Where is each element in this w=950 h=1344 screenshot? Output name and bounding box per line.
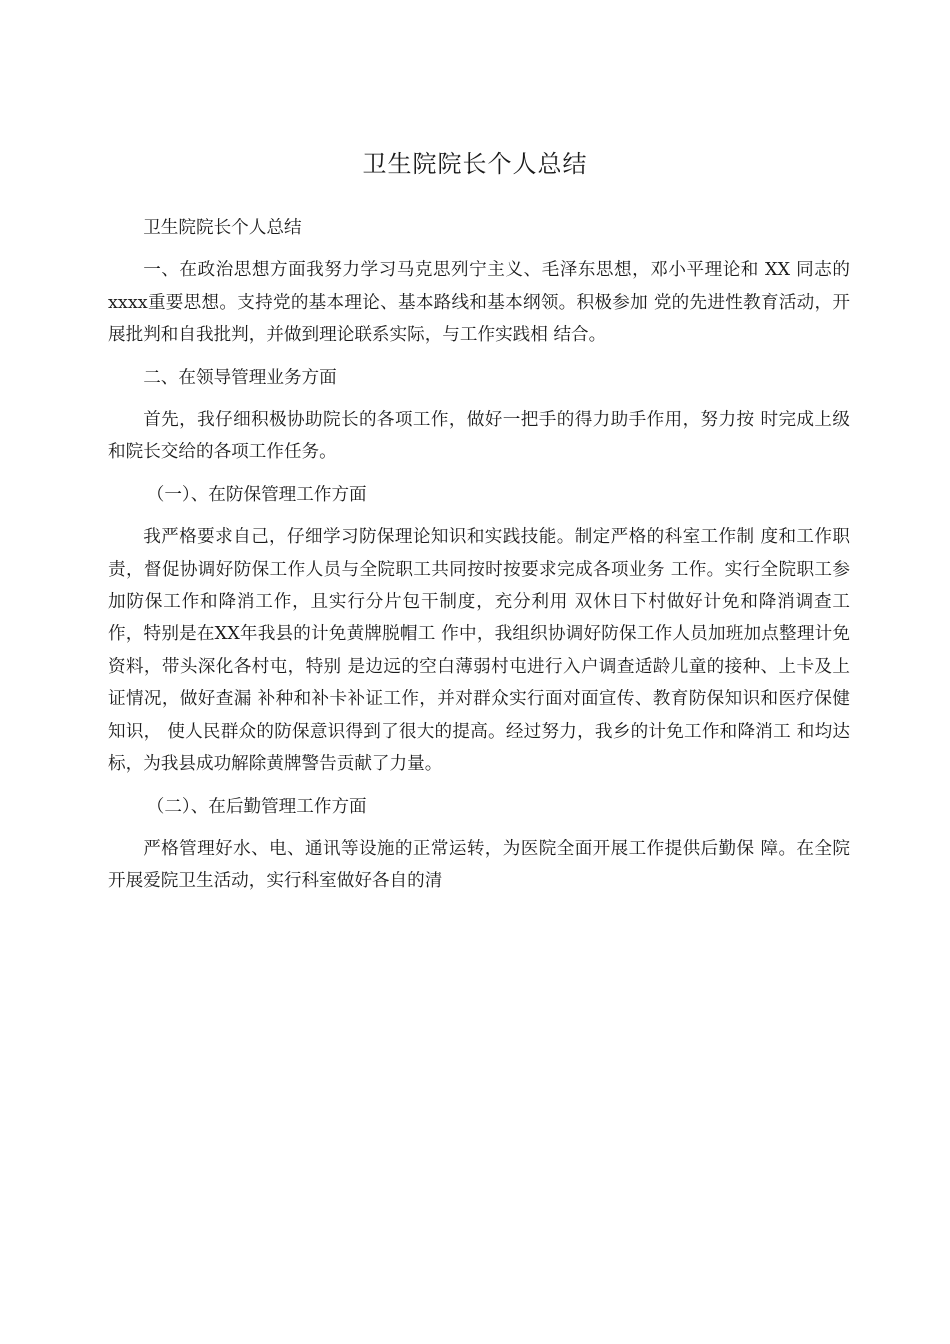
paragraph-logistics: 严格管理好水、电、通讯等设施的正常运转，为医院全面开展工作提供后勤保 障。在全院开展爱院卫生活动，实行科室做好各自的清 — [108, 838, 850, 892]
paragraph-management: 首先，我仔细积极协助院长的各项工作，做好一把手的得力助手作用，努力按 时完成上级和院长交给的各项工作任务。 — [108, 410, 850, 463]
subsection-heading-prevention: （一）、在防保管理工作方面 — [146, 484, 367, 505]
paragraph-subtitle: 卫生院院长个人总结 — [143, 218, 302, 238]
paragraph-prevention: 我严格要求自己，仔细学习防保理论知识和实践技能。制定严格的科室工作制 度和工作职责，督促协调好防保工作人员与全院职工共同按时按要求完成各项业务 工作。实行全院职工参加防保工作和降消工作，且实行分片包干制度，充分利用 双休日下村做好计免和降消调查工作，特别是在XX年我县的计免黄牌脱帽工 作中，我组织协调好防保工作人员加班加点整理计免资料，带头深化各村屯，特别 是边远的空白薄弱村屯进行入户调查适龄儿童的接种、上卡及上证情况，做好查漏 补种和补卡补证工作，并对群众实行面对面宣传、教育防保知识和医疗保健知识， 使人民群众的防保意识得到了很大的提高。经过努力，我乡的计免工作和降消工 和均达标，为我县成功解除黄牌警告贡献了力量。 — [108, 527, 850, 775]
paragraph-political: 一、在政治思想方面我努力学习马克思列宁主义、毛泽东思想，邓小平理论和 XX 同志的xxxx重要思想。支持党的基本理论、基本路线和基本纲领。积极参加 党的先进性教育活动，开展批判和自我批判，并做到理论联系实际，与工作实践相 结合。 — [108, 260, 850, 346]
document-body — [108, 212, 850, 908]
document-title: 卫生院院长个人总结 — [362, 150, 588, 178]
section-heading-management: 二、在领导管理业务方面 — [143, 367, 337, 388]
subsection-heading-logistics: （二）、在后勤管理工作方面 — [146, 796, 367, 817]
